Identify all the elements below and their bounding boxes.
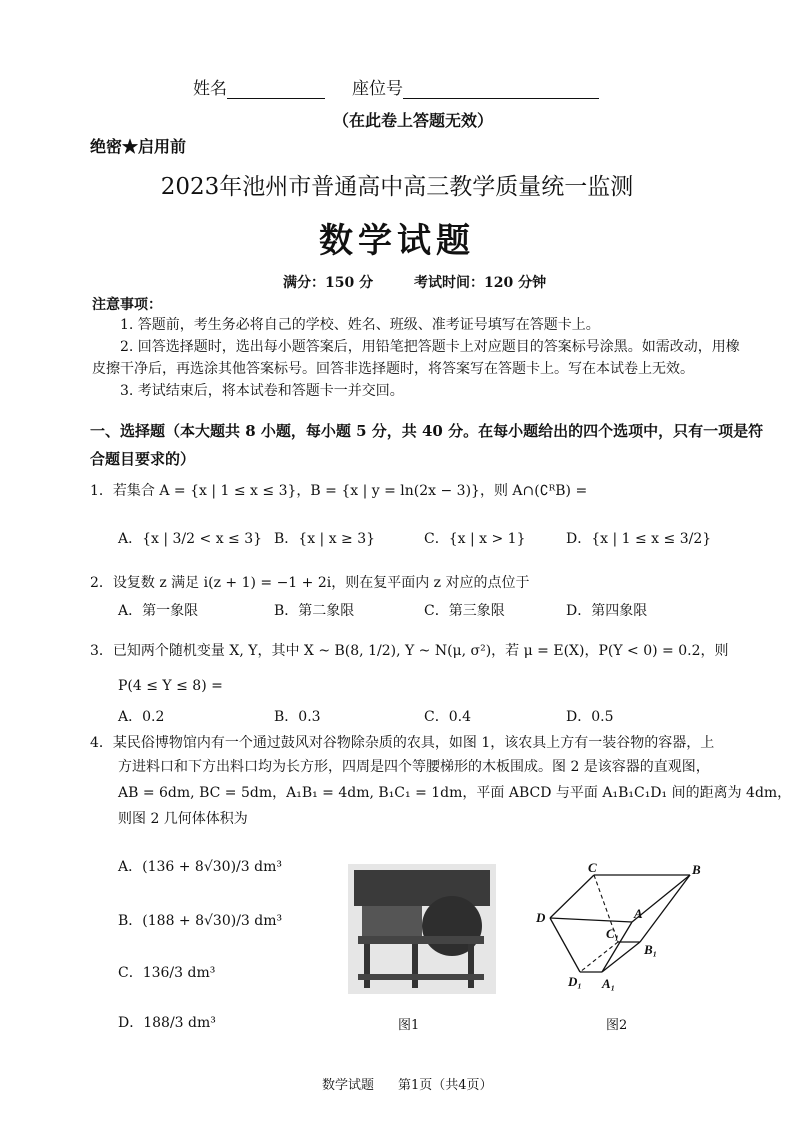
section-title: 一、选择题（本大题共 8 小题，每小题 5 分，共 40 分。在每小题给出的四个选项中，只有一项是符 [90, 422, 764, 440]
label-d: D [536, 910, 546, 925]
edge-dd1 [550, 918, 580, 972]
label-a: A [634, 906, 643, 921]
footer-page: 第1页（共4页） [398, 1078, 493, 1093]
invalid-note: （在此卷上答题无效） [333, 111, 494, 130]
notice-item: 3. 考试结束后，将本试卷和答题卡一并交回。 [120, 383, 404, 399]
question-3-option-d: D．0.5 [566, 709, 614, 725]
notice-item: 皮擦干净后，再选涂其他答案标号。回答非选择题时，将答案写在答题卡上。写在本试卷上无效。 [92, 361, 694, 377]
seat-blank [403, 80, 599, 99]
figure-2-caption: 图2 [606, 1018, 628, 1033]
question-1-option-b: B．{x | x ≥ 3} [274, 531, 376, 547]
figure-1-photo [348, 864, 496, 994]
exam-title: 2023年池州市普通高中高三教学质量统一监测 [160, 174, 634, 200]
edge-bb1 [640, 875, 690, 942]
seat-label: 座位号 [352, 79, 403, 99]
question-4-stem: 4．某民俗博物馆内有一个通过鼓风对谷物除杂质的农具，如图 1，该农具上方有一装谷物的容器，上 [90, 735, 715, 751]
photo-leg [468, 944, 474, 988]
photo-body [362, 906, 422, 936]
question-3-stem-cont: P(4 ≤ Y ≤ 8) = [118, 678, 223, 694]
secret-mark: 绝密★启用前 [90, 137, 187, 156]
question-2-option-c: C．第三象限 [424, 603, 505, 619]
label-b1: B₁ [644, 942, 658, 957]
label-c1: C₁ [606, 926, 620, 941]
question-4-stem-cont: AB = 6dm, BC = 5dm，A₁B₁ = 4dm, B₁C₁ = 1dm，平面 ABCD 与平面 A₁B₁C₁D₁ 间的距离为 4dm， [118, 785, 792, 801]
label-b: B [692, 862, 701, 877]
question-2-stem: 2．设复数 z 满足 i(z + 1) = −1 + 2i，则在复平面内 z 对应的点位于 [90, 575, 530, 591]
question-4-option-a: A．(136 + 8√30)/3 dm³ [118, 859, 282, 875]
question-3-option-a: A．0.2 [118, 709, 165, 725]
label-d1: D₁ [568, 974, 582, 989]
photo-leg [412, 944, 418, 988]
question-1-option-c: C．{x | x > 1} [424, 531, 526, 547]
figure-2-diagram [530, 862, 720, 992]
edge-c1d1-hidden [580, 942, 618, 972]
question-3-option-c: C．0.4 [424, 709, 471, 725]
question-4-stem-cont: 方进料口和下方出料口均为长方形，四周是四个等腰梯形的木板围成。图 2 是该容器的直观图， [118, 759, 710, 775]
score-info: 满分：150 分 [283, 275, 374, 291]
question-2-option-a: A．第一象限 [118, 603, 199, 619]
figure-1-caption: 图1 [398, 1018, 420, 1033]
question-2-option-b: B．第二象限 [274, 603, 355, 619]
subject-title: 数学试题 [319, 221, 475, 261]
question-3-option-b: B．0.3 [274, 709, 321, 725]
photo-beam [358, 936, 484, 944]
edge-ad [550, 918, 632, 922]
notice-item: 2. 回答选择题时，选出每小题答案后，用铅笔把答题卡上对应题目的答案标号涂黑。如需改动，用橡 [120, 339, 740, 355]
label-c: C [588, 862, 597, 875]
name-label: 姓名 [193, 79, 227, 99]
question-3-stem: 3．已知两个随机变量 X, Y，其中 X ~ B(8, 1/2), Y ~ N(μ, σ²)，若 μ = E(X)，P(Y < 0) = 0.2，则 [90, 643, 729, 659]
time-info: 考试时间：120 分钟 [414, 275, 547, 291]
question-4-option-c: C．136/3 dm³ [118, 965, 216, 981]
photo-base [358, 974, 484, 980]
name-blank [227, 80, 325, 99]
seat-field [352, 74, 599, 99]
question-1-option-a: A．{x | 3/2 < x ≤ 3} [118, 531, 263, 547]
edge-dc [550, 875, 594, 918]
photo-hopper [354, 870, 490, 906]
question-1-stem: 1．若集合 A = {x | 1 ≤ x ≤ 3}，B = {x | y = ln(2x − 3)}，则 A∩(∁ᴿB) = [90, 483, 588, 499]
photo-leg [364, 944, 370, 988]
name-field [193, 74, 325, 99]
question-4-option-d: D．188/3 dm³ [118, 1015, 216, 1031]
label-a1: A₁ [602, 976, 616, 991]
section-title-cont: 合题目要求的） [90, 450, 196, 468]
edge-a1b1 [602, 942, 640, 972]
footer-subject: 数学试题 [322, 1078, 375, 1093]
notice-title: 注意事项： [92, 297, 162, 313]
question-4-option-b: B．(188 + 8√30)/3 dm³ [118, 913, 283, 929]
question-1-option-d: D．{x | 1 ≤ x ≤ 3/2} [566, 531, 712, 547]
question-2-option-d: D．第四象限 [566, 603, 648, 619]
question-4-stem-cont: 则图 2 几何体体积为 [118, 811, 248, 827]
notice-item: 1. 答题前，考生务必将自己的学校、姓名、班级、准考证号填写在答题卡上。 [120, 317, 600, 333]
